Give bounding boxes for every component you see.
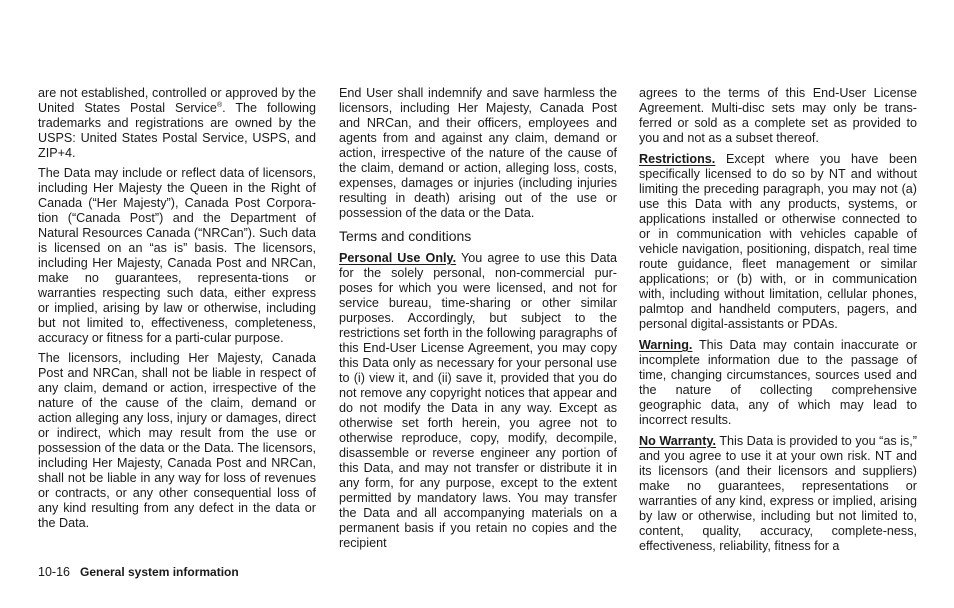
paragraph-text: are not established, controlled or approved by the United States Postal Service [38,86,316,115]
paragraph-licensors: The Data may include or reflect data of licensors, including Her Majesty the Queen in the Right of Canada (“Her Majesty”), Canada Post Corpora-tion (“Canada Post”) and the Department of Natural Resources Canada (“NRCan”). Such data is licensed on an “as is” basis. The licensors, including Her Majesty, Canada Post and NRCan, make no guarantees, representa-tions or warranties respecting such data, either express or implied, arising by law or otherwise, including but not limited to, effectiveness, completeness, accuracy or fitness for a parti-cular purpose. [38,166,316,345]
paragraph-personal-use [339,251,617,551]
paragraph-text: Except where you have been specifically licensed to do so by NT and without limiting the preceding paragraph, you may not (a) use this Data with any products, systems, or applications installed or otherwise connected to or in communication with vehicles capable of vehicle navigation, positioning, dispatch, real time route guidance, fleet management or similar applications; or (b) with, or in communication with, including without limitation, cellular phones, palmtop and handheld computers, pagers, and personal digital-assistants or PDAs. [639,152,917,331]
paragraph-text: You agree to use this Data for the solely personal, non-commercial pur-poses for which you were licensed, and not for service bureau, time-sharing or other similar purposes. Accordingly, but subject to the restrictions set forth in the following paragraphs of this End-User License Agreement, you may copy this Data only as necessary for your personal use to (i) view it, and (ii) save it, provided that you do not remove any copyright notices that appear and do not modify the Data in any way. Except as otherwise set forth herein, you agree not to otherwise reproduce, copy, modify, decompile, disassemble or reverse engineer any portion of this Data, and may not transfer or distribute it in any form, for any purpose, except to the extent permitted by mandatory laws. You may transfer the Data and all accompanying materials on a permanent basis if you retain no copies and the recipient [339,251,617,550]
paragraph-text: . The following trademarks and registrations are owned by the USPS: United States Postal Service, USPS, and ZIP+4. [38,101,316,160]
text-column-right [639,86,917,560]
paragraph-restrictions [639,152,917,332]
text-column-left [38,86,316,537]
paragraph-no-warranty [639,434,917,554]
section-heading-terms: Terms and conditions [339,228,472,244]
paragraph-text: This Data is provided to you “as is,” and you agree to use it at your own risk. NT and its licensors (and their licensors and suppliers) make no guarantees, representations or warranties of any kind, express or implied, arising by law or otherwise, including but not limited to, content, quality, accuracy, complete-ness, effectiveness, reliability, fitness for a [639,434,917,553]
registered-mark: ® [216,101,223,109]
term-personal-use: Personal Use Only. [339,251,457,265]
term-warning: Warning. [639,338,693,352]
paragraph-transfer: agrees to the terms of this End-User License Agreement. Multi-disc sets may only be trans-ferred or sold as a complete set as provided to you and not as a subset thereof. [639,86,917,145]
term-no-warranty: No Warranty. [639,434,717,448]
page-number: 10-16 [38,565,70,579]
paragraph-usps [38,86,316,161]
paragraph-warning [639,338,917,428]
term-restrictions: Restrictions. [639,152,716,166]
section-title: General system information [79,565,239,579]
text-column-middle [339,86,617,557]
page-footer [38,564,239,580]
paragraph-text: This Data may contain inaccurate or incomplete information due to the passage of time, changing circumstances, sources used and the nature of collecting comprehensive geographic data, any of which may lead to incorrect results. [639,338,917,427]
paragraph-indemnify: End User shall indemnify and save harmless the licensors, including Her Majesty, Canada Post and NRCan, and their officers, employees and agents from and against any claim, demand or action, irrespective of the nature of the cause of the claim, demand or action, alleging loss, costs, expenses, damages or injuries (including injuries resulting in death) arising out of the use or possession of the data or the Data. [339,86,617,220]
paragraph-liability: The licensors, including Her Majesty, Canada Post and NRCan, shall not be liable in respect of any claim, demand or action, irrespective of the nature of the cause of the claim, demand or action alleging any loss, injury or damages, direct or indirect, which may result from the use or possession of the data or the Data. The licensors, including Her Majesty, Canada Post and NRCan, shall not be liable in any way for loss of revenues or contracts, or any other consequential loss of any kind resulting from any defect in the data or the Data. [38,351,316,530]
